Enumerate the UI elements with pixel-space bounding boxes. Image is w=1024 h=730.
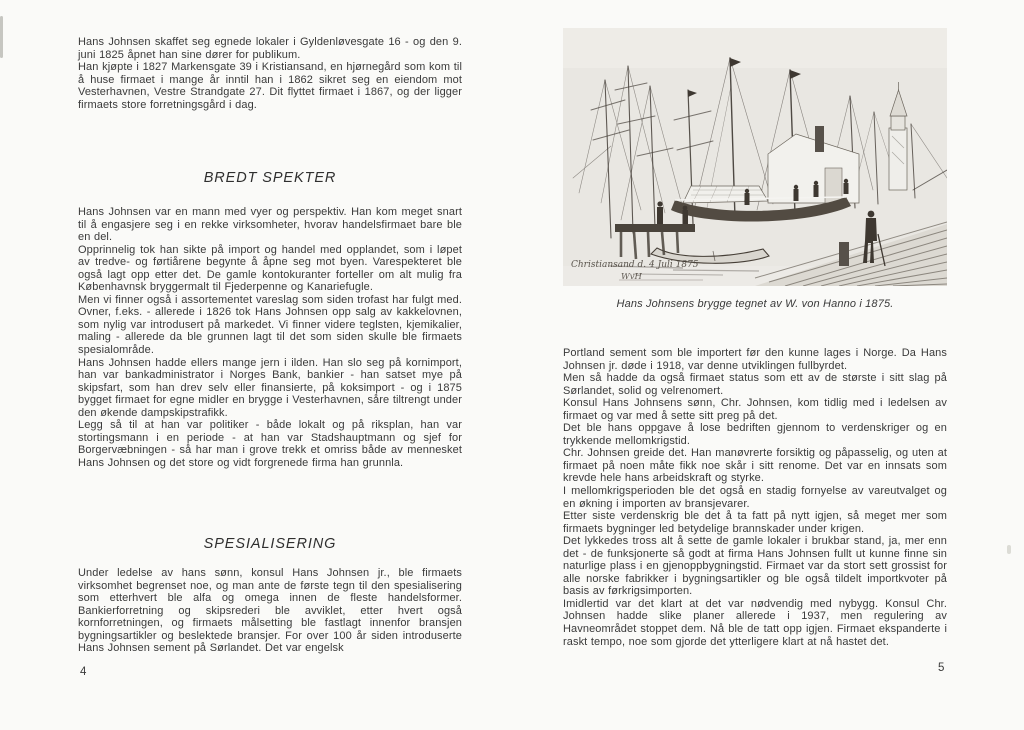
paragraph: Under ledelse av hans sønn, konsul Hans Johnsen jr., ble firmaets virksomhet begrenset noe, og man ante de første tegn til den spesialisering som etterhvert ble alfa og omega innen de fleste handelsformer. Bankierforretning og skipsrederi ble avviklet, etter hvert også kornforretningen, og firmaets målsetting ble fastlagt innenfor bransjen bygningsartikler og beslektede bransjer. For over 100 år siden introduserte Hans Johnsen sement på Sørlandet. Det var engelsk (78, 567, 462, 655)
paragraph: Chr. Johnsen greide det. Han manøvrerte forsiktig og påpasselig, og uten at firmaet på noen måte fikk noe skår i sitt renome. Det var en innsats som krevde hele hans arbeidskraft og styrke. (563, 447, 947, 485)
paragraph: Hans Johnsen hadde ellers mange jern i ilden. Han slo seg på kornimport, han var bankadministrator i Norges Bank, bankier - han satset mye på skipsfart, som han drev selv eller finansierte, på koksimport - og i 1875 bygget firmaet for egne midler en brygge i Vesterhavnen, såre tiltrengt under den økende dampskipstrafikk. (78, 356, 462, 419)
left-intro-paragraphs (78, 36, 462, 111)
right-text-column (563, 347, 947, 648)
paragraph: Opprinnelig tok han sikte på import og handel med opplandet, som i løpet av tredve- og førtiårene begynte å åpne seg mot byen. Varespekteret ble også lagt opp etter det. De gamle kontokuranter forteller om alt mulig fra Københavnsk bryggermalt til Fjederpenne og Kanariefugle. (78, 243, 462, 294)
paragraph: Det lykkedes tross alt å sette de gamle lokaler i brukbar stand, ja, mer enn det - de funksjonerte så godt at firma Hans Johnsen fullt ut kunne finne sin naturlige plass i en gjenoppbygningstid. Firmaet var da stort sett grossist for alle norske fabrikker i bygningsartikler og ble også tildelt importkvoter på basis av førkrigsimporten. (563, 535, 947, 598)
paragraph: I mellomkrigsperioden ble det også en stadig fornyelse av vareutvalget og en økning i importen av bransjevarer. (563, 485, 947, 510)
scan-edge-mark (1007, 545, 1011, 554)
left-section-spesialisering (78, 567, 462, 655)
paragraph: Men vi finner også i assortementet vareslag som siden trofast har fulgt med. Ovner, f.eks. - allerede i 1826 tok Hans Johnsen opp salg av kakkelovnen, som nylig var introdusert på markedet. Vi finner videre teglsten, kjemikalier, maling - allerede da ble grunnen lagt til det som siden skulle ble firmaets spesialområde. (78, 293, 462, 357)
section-heading-spesialisering: SPESIALISERING (203, 536, 337, 552)
bollard (839, 242, 849, 266)
paragraph: Men så hadde da også firmaet status som ett av de største i sitt slag på Sørlandet, solid og velrenomert. (563, 372, 947, 397)
scan-edge-artifact (0, 16, 3, 58)
paragraph: Portland sement som ble importert før den kunne lages i Norge. Da Hans Johnsen jr. døde i 1918, var denne utviklingen fullbyrdet. (563, 347, 947, 372)
paragraph: Legg så til at han var politiker - både lokalt og på riksplan, han var stortingsmann i en periode - at han var Stadshauptmann og sjef for Borgervæbningen - så har man i grove trekk et omriss både av mennesket Hans Johnsen og det store og vidt forgrenede firma han grunnla. (78, 419, 462, 469)
page-number-left: 4 (80, 666, 87, 678)
illustration-caption: Hans Johnsens brygge tegnet av W. von Hanno i 1875. (616, 298, 894, 310)
drawing-inscription: Christiansand d. 4 Juli 1875 (571, 260, 699, 270)
section-heading-bredt-spekter: BREDT SPEKTER (203, 170, 337, 186)
paragraph: Etter siste verdenskrig ble det å ta fatt på nytt igjen, så meget mer som firmaets bygninger led betydelige brannskader under krigen. (563, 510, 947, 535)
harbor-drawing-svg (563, 28, 947, 286)
artist-monogram: WvH (621, 272, 642, 282)
paragraph: Konsul Hans Johnsens sønn, Chr. Johnsen, kom tidlig med i ledelsen av firmaet og var med å sette sitt preg på det. (563, 397, 947, 422)
paragraph: Det ble hans oppgave å lose bedriften gjennom to verdenskriger og en trykkende mellomkrigstid. (563, 422, 947, 447)
paragraph: Hans Johnsen skaffet seg egnede lokaler i Gyldenløvesgate 16 - og den 9. juni 1825 åpnet han sine dører for publikum. (78, 36, 462, 61)
left-section-spekter (78, 206, 462, 469)
harbor-illustration (563, 28, 947, 286)
paragraph: Hans Johnsen var en mann med vyer og perspektiv. Han kom meget snart til å engasjere seg i en rekke virksomheter, hvorav handelsfirmaet bare ble en del. (78, 206, 462, 244)
paragraph: Imidlertid var det klart at det var nødvendig med nybygg. Konsul Chr. Johnsen hadde slike planer allerede i 1937, men regulering av Havneområdet stoppet dem. Nå ble de tatt opp igjen. Firmaet ekspanderte i raskt tempo, noe som gjorde det ytterligere klart at nå hastet det. (563, 597, 947, 648)
paragraph: Han kjøpte i 1827 Markensgate 39 i Kristiansand, en hjørnegård som kom til å huse firmaet i mange år inntil han i 1862 sikret seg en eiendom mot Vesterhavnen, Vestre Strandgate 27. Dit flyttet firmaet i 1867, og der ligger firmaets store forretningsgård i dag. (78, 61, 462, 111)
page-number-right: 5 (938, 662, 945, 674)
